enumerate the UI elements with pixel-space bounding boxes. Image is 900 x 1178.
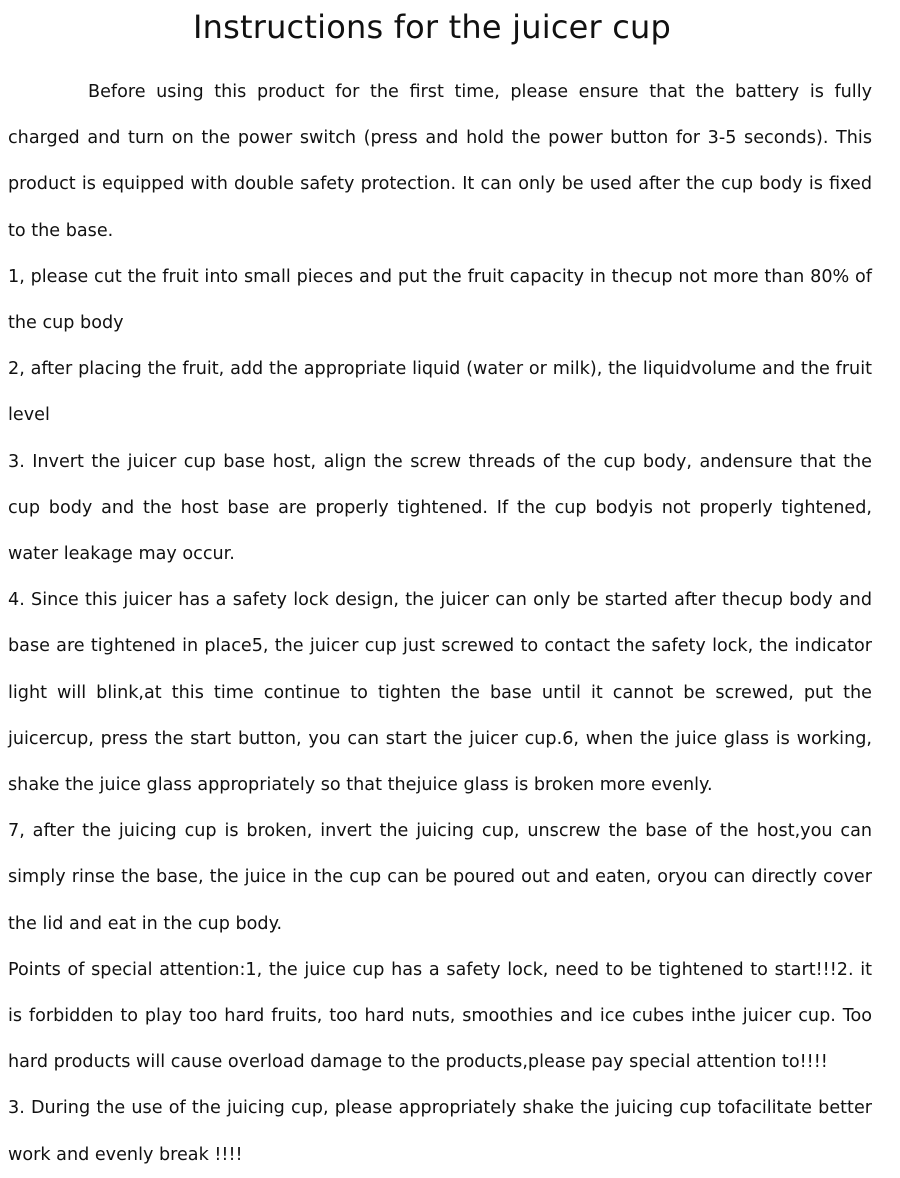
step-1-paragraph: 1, please cut the fruit into small pieces and put the fruit capacity in thecup not more than 80% of the cup body [8,266,872,334]
document-body [8,69,872,1178]
step-4-paragraph: 4. Since this juicer has a safety lock design, the juicer can only be started after thecup body and base are tightened in place5, the juicer cup just screwed to contact the safety lock, the indicator light will blink,at this time continue to tighten the base until it cannot be screwed, put the juicercup, press the start button, you can start the juicer cup.6, when the juice glass is working, shake the juice glass appropriately so that thejuice glass is broken more evenly. [8,590,872,796]
attention-point-3-paragraph: 3. During the use of the juicing cup, please appropriately shake the juicing cup tofacilitate better work and evenly break !!!! [8,1098,872,1165]
step-7-paragraph: 7, after the juicing cup is broken, invert the juicing cup, unscrew the base of the host,you can simply rinse the base, the juice in the cup can be poured out and eaten, oryou can directly cover the lid and eat in the cup body. [8,821,872,934]
intro-paragraph: Before using this product for the first time, please ensure that the battery is fully charged and turn on the power switch (press and hold the power button for 3-5 seconds). This product is equipped with double safety protection. It can only be used after the cup body is fixed to the base. [8,82,872,241]
special-attention-paragraph: Points of special attention:1, the juice cup has a safety lock, need to be tightened to start!!!2. it is forbidden to play too hard fruits, too hard nuts, smoothies and ice cubes inthe juicer cup. Too hard products will cause overload damage to the products,please pay special attention to!!!! [8,959,872,1073]
step-2-paragraph: 2, after placing the fruit, add the appropriate liquid (water or milk), the liquidvolume and the fruit level [8,359,872,426]
document-title: Instructions for the juicer cup [192,8,672,46]
step-3-paragraph: 3. Invert the juicer cup base host, align the screw threads of the cup body, andensure that the cup body and the host base are properly tightened. If the cup bodyis not properly tightened, water leakage may occur. [8,451,872,565]
